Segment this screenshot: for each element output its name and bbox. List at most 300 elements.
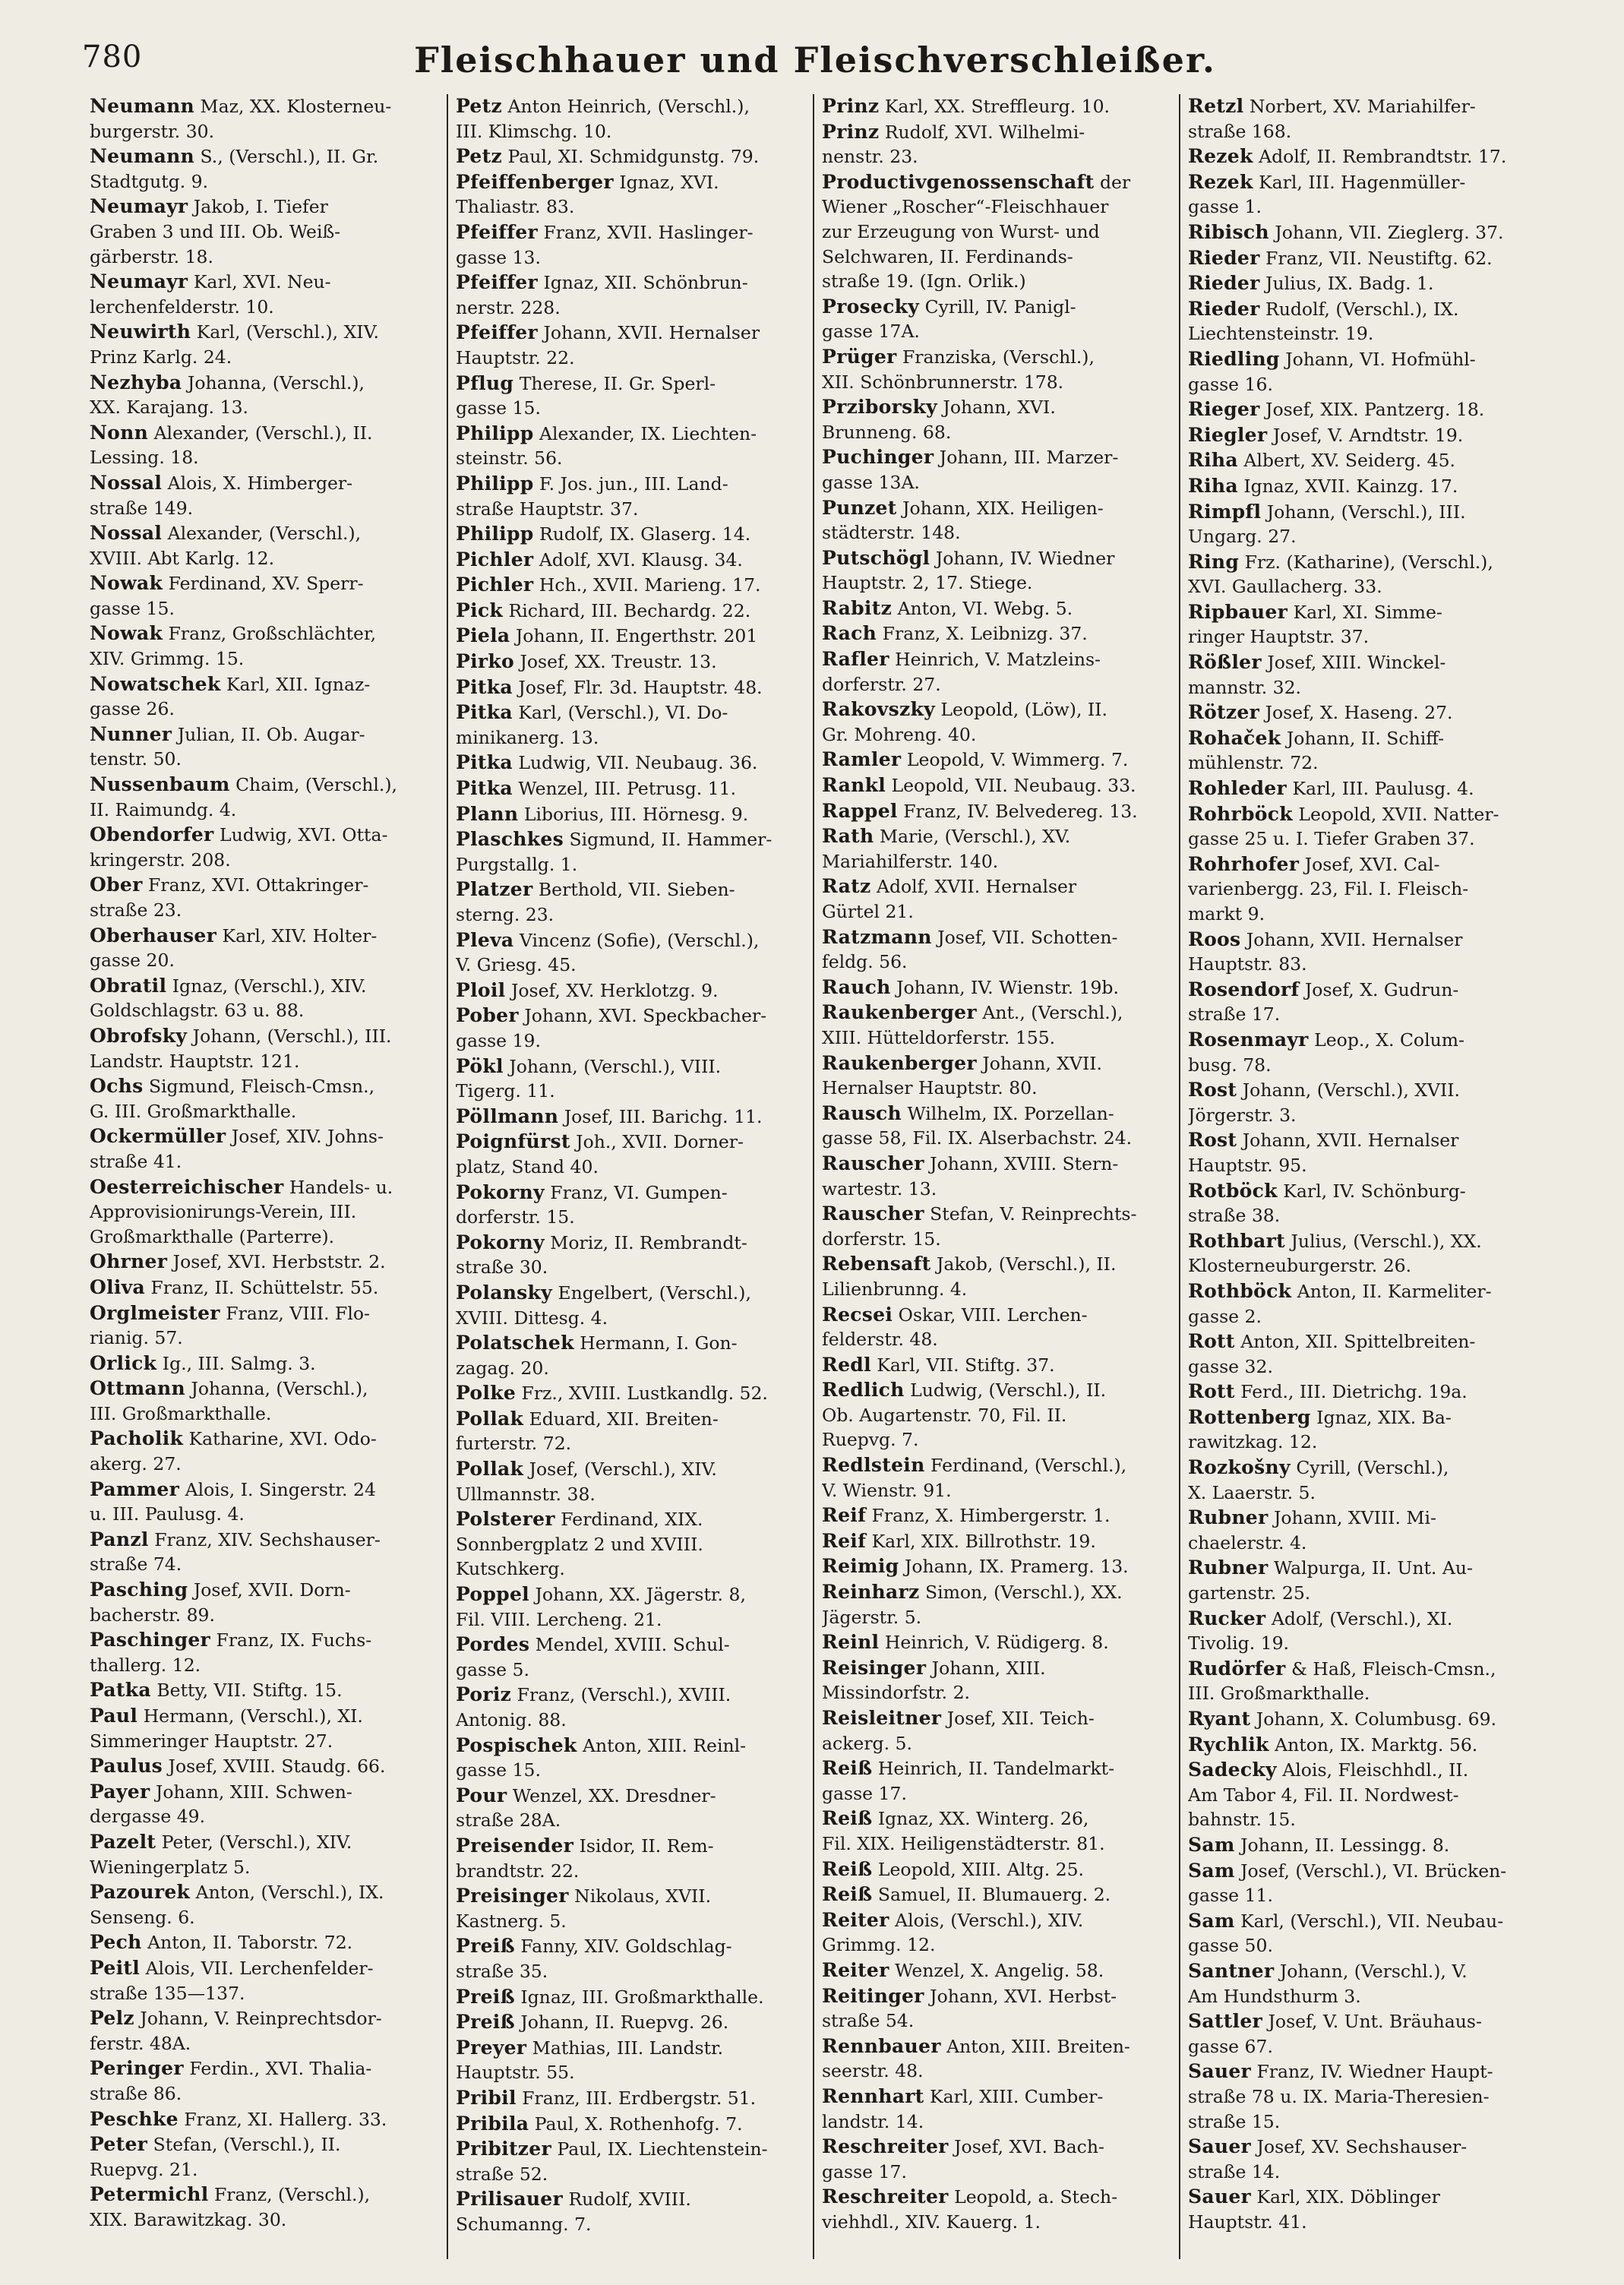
entry-first-line [90, 672, 442, 697]
directory-entry [90, 2107, 442, 2132]
entry-first-line [90, 1880, 442, 1905]
entry-details: Hauptstr. 55. [456, 2062, 575, 2084]
directory-entry [1188, 1707, 1542, 1732]
entry-details: Johann, (Verschl.), XVII. [1242, 1079, 1460, 1101]
entry-first-line [822, 445, 1174, 470]
entry-surname: Riedling [1188, 347, 1280, 370]
entry-surname: Polatschek [456, 1332, 574, 1354]
entry-continuation-line [1188, 2034, 1542, 2059]
entry-surname: Piela [456, 624, 510, 647]
entry-continuation-line [90, 948, 442, 973]
entry-details: Norbert, XV. Mariahilfer- [1249, 96, 1476, 117]
entry-surname: Pazelt [90, 1830, 156, 1853]
directory-entry [456, 2112, 808, 2137]
entry-continuation-line [90, 546, 442, 571]
entry-surname: Reif [822, 1529, 867, 1552]
entry-first-line [822, 596, 1174, 621]
entry-first-line [90, 421, 442, 446]
entry-details: gasse 20. [90, 950, 175, 972]
entry-details: Jörgerstr. 3. [1188, 1104, 1297, 1126]
entry-first-line [1188, 271, 1542, 296]
entry-details: Josef, XVIII. Staudg. 66. [168, 1756, 386, 1778]
entry-first-line [1188, 700, 1542, 725]
entry-continuation-line [822, 470, 1174, 495]
entry-details: Anton Heinrich, (Verschl.), [507, 96, 750, 117]
entry-details: straße 35. [456, 1960, 548, 1982]
entry-first-line [1188, 1657, 1542, 1682]
entry-surname: Rauscher [822, 1152, 924, 1174]
entry-details: straße 135—137. [90, 1982, 245, 2004]
entry-continuation-line [456, 446, 808, 471]
entry-details: Antonig. 88. [456, 1709, 567, 1730]
entry-details: Johann, III. Marzer- [939, 447, 1119, 469]
entry-first-line [456, 270, 808, 296]
entry-details: Heinrich, V. Matzleins- [895, 649, 1101, 671]
directory-entry [1188, 500, 1542, 549]
entry-details: Ferdinand, (Verschl.), [930, 1455, 1127, 1477]
directory-entry [90, 773, 442, 822]
entry-first-line [456, 522, 808, 547]
entry-details: Oskar, VIII. Lerchen- [898, 1304, 1088, 1326]
directory-entry [822, 1378, 1174, 1452]
entry-continuation-line [90, 395, 442, 420]
entry-continuation-line [1188, 902, 1542, 927]
entry-first-line [456, 649, 808, 675]
directory-entry [456, 649, 808, 675]
entry-first-line [456, 624, 808, 649]
entry-details: XIII. Hütteldorferstr. 155. [822, 1026, 1056, 1048]
directory-entry [90, 1301, 442, 1351]
entry-details: Julian, II. Ob. Augar- [177, 723, 365, 745]
directory-entry [1188, 1179, 1542, 1228]
entry-details: straße 28A. [456, 1809, 561, 1831]
entry-details: gasse 26. [90, 698, 175, 720]
entry-surname: Neuwirth [90, 321, 191, 343]
entry-details: Johann, VII. Zieglerg. 37. [1275, 221, 1504, 243]
entry-details: Karl, VII. Stiftg. 37. [877, 1354, 1055, 1376]
entry-surname: Rieger [1188, 398, 1260, 421]
entry-surname: Rychlik [1188, 1733, 1269, 1756]
entry-first-line [822, 170, 1174, 195]
entry-details: Joh., XVII. Dorner- [576, 1131, 744, 1153]
entry-surname: Pazourek [90, 1881, 191, 1904]
entry-surname: Rost [1188, 1079, 1237, 1101]
entry-details: Lilienbrunng. 4. [822, 1278, 968, 1300]
entry-details: XII. Schönbrunnerstr. 178. [822, 371, 1064, 393]
entry-first-line [90, 1124, 442, 1149]
directory-entry [1188, 1078, 1542, 1127]
directory-entry [822, 345, 1174, 394]
entry-details: dorferstr. 27. [822, 673, 941, 695]
directory-entry [822, 1630, 1174, 1655]
entry-details: Graben 3 und III. Ob. Weiß- [90, 220, 341, 242]
entry-continuation-line [822, 2160, 1174, 2185]
entry-surname: Pollak [456, 1458, 524, 1481]
entry-surname: Rabitz [822, 596, 893, 619]
directory-entry [456, 802, 808, 827]
directory-entry [1188, 600, 1542, 649]
entry-details: gasse 15. [456, 1759, 541, 1781]
entry-details: Kastnerg. 5. [456, 1910, 567, 1932]
entry-surname: Pospischek [456, 1734, 577, 1756]
directory-entry [1188, 94, 1542, 144]
entry-first-line [456, 675, 808, 700]
entry-first-line [456, 1784, 808, 1809]
entry-details: II. Raimundg. 4. [90, 798, 237, 820]
entry-surname: Prziborsky [822, 396, 937, 419]
entry-surname: Pitka [456, 751, 513, 774]
entry-continuation-line [90, 2031, 442, 2056]
entry-details: Johann, XIII. Schwen- [155, 1781, 352, 1803]
entry-details: wartestr. 13. [822, 1177, 937, 1199]
entry-first-line [1188, 297, 1542, 322]
entry-details: busg. 78. [1188, 1054, 1272, 1076]
entry-details: Franz, II. Schüttelstr. 55. [150, 1276, 379, 1298]
entry-details: Anton, IX. Marktg. 56. [1275, 1734, 1478, 1756]
entry-first-line [1188, 1329, 1542, 1354]
entry-continuation-line [90, 2157, 442, 2182]
entry-details: Richard, III. Bechardg. 22. [508, 599, 751, 621]
entry-details: S., (Verschl.), II. Gr. [200, 146, 379, 168]
entry-surname: Neumann [90, 145, 195, 168]
directory-entry [456, 1784, 808, 1833]
entry-details: Ludwig, XVI. Otta- [219, 824, 388, 846]
entry-first-line [1188, 170, 1542, 195]
entry-details: straße Hauptstr. 37. [456, 498, 639, 520]
directory-entry [822, 1706, 1174, 1756]
directory-entry [1188, 1128, 1542, 1177]
entry-details: Gürtel 21. [822, 901, 914, 922]
entry-details: Albert, XV. Seiderg. 45. [1243, 450, 1455, 472]
entry-surname: Pfeiffenberger [456, 170, 614, 193]
entry-details: straße 168. [1188, 120, 1292, 142]
directory-entry [1188, 1506, 1542, 1555]
entry-first-line [456, 1281, 808, 1306]
entry-details: Alois, Fleischhdl., II. [1282, 1759, 1469, 1781]
directory-entry [456, 624, 808, 649]
directory-entry [456, 776, 808, 801]
entry-surname: Reinharz [822, 1581, 920, 1604]
entry-continuation-line [90, 1402, 442, 1427]
entry-details: gasse 5. [456, 1658, 529, 1680]
directory-entry [456, 1054, 808, 1104]
directory-entry [90, 1074, 442, 1124]
entry-first-line [456, 2112, 808, 2137]
directory-entry [90, 823, 442, 872]
entry-first-line [456, 2086, 808, 2111]
entry-surname: Pitka [456, 701, 513, 724]
entry-first-line [456, 928, 808, 953]
directory-entry [822, 1101, 1174, 1151]
entry-first-line [456, 371, 808, 397]
entry-details: XVI. Gaullacherg. 33. [1188, 576, 1382, 598]
entry-continuation-line [1188, 826, 1542, 852]
directory-entry [90, 621, 442, 671]
entry-details: Thaliastr. 83. [456, 196, 575, 218]
entry-details: Adolf, II. Rembrandtstr. 17. [1259, 146, 1507, 168]
entry-details: Julius, IX. Badg. 1. [1265, 273, 1434, 295]
directory-entry [1188, 550, 1542, 599]
entry-details: Großmarkthalle (Parterre). [90, 1225, 335, 1247]
entry-first-line [1188, 94, 1542, 119]
entry-surname: Pokorny [456, 1180, 545, 1203]
directory-entry [90, 421, 442, 470]
entry-surname: Ochs [90, 1075, 144, 1098]
entry-first-line [1188, 1078, 1542, 1103]
entry-details: ackerg. 5. [822, 1732, 912, 1754]
entry-first-line [822, 1503, 1174, 1528]
entry-continuation-line [90, 119, 442, 144]
directory-entry [456, 94, 808, 144]
entry-continuation-line [456, 194, 808, 220]
entry-details: Alois, VII. Lerchenfelder- [145, 1957, 374, 1979]
entry-continuation-line [456, 2162, 808, 2187]
entry-details: gasse 17A. [822, 321, 920, 343]
directory-entry [1188, 700, 1542, 725]
entry-details: Josef, XVI. Herbststr. 2. [172, 1251, 386, 1273]
entry-first-line [90, 1351, 442, 1376]
entry-surname: Reiß [822, 1883, 873, 1906]
entry-surname: Punzet [822, 496, 897, 519]
entry-details: Hernalser Hauptstr. 80. [822, 1077, 1038, 1099]
directory-entry [456, 548, 808, 573]
directory-entry [456, 827, 808, 877]
entry-details: Johann, XX. Jägerstr. 8, [535, 1584, 746, 1606]
entry-first-line [822, 1202, 1174, 1227]
entry-first-line [456, 1834, 808, 1859]
entry-continuation-line [456, 1758, 808, 1783]
entry-continuation-line [1188, 574, 1542, 599]
entry-continuation-line [90, 1855, 442, 1880]
directory-entry [822, 1756, 1174, 1806]
entry-continuation-line [822, 420, 1174, 445]
entry-surname: Reiß [822, 1857, 873, 1880]
entry-details: nerstr. 228. [456, 296, 561, 318]
entry-details: Johann, (Verschl.), III. [1266, 501, 1466, 523]
entry-details: Ferd., III. Dietrichg. 19a. [1240, 1381, 1468, 1403]
entry-details: Alois, X. Himberger- [167, 472, 353, 494]
entry-continuation-line [90, 697, 442, 722]
entry-first-line [822, 1656, 1174, 1681]
entry-surname: Ryant [1188, 1708, 1251, 1730]
entry-surname: Reiter [822, 1908, 889, 1931]
entry-first-line [456, 802, 808, 827]
entry-first-line [822, 1101, 1174, 1127]
entry-first-line [822, 1152, 1174, 1177]
entry-first-line [1188, 500, 1542, 525]
entry-details: Simmeringer Hauptstr. 27. [90, 1730, 333, 1752]
entry-details: Stadtgutg. 9. [90, 170, 209, 192]
entry-first-line [1188, 1707, 1542, 1732]
entry-details: & Haß, Fleisch-Cmsn., [1291, 1658, 1496, 1680]
entry-details: straße 38. [1188, 1205, 1281, 1227]
entry-first-line [456, 2010, 808, 2035]
entry-first-line [90, 1427, 442, 1452]
entry-details: XVIII. Abt Karlg. 12. [90, 547, 275, 569]
entry-details: Karl, XIX. Billrothstr. 19. [871, 1530, 1096, 1552]
entry-details: Hauptstr. 41. [1188, 2211, 1307, 2233]
entry-first-line [822, 546, 1174, 571]
directory-entry [456, 1130, 808, 1179]
entry-details: Ant., (Verschl.), [982, 1002, 1123, 1024]
entry-details: Adolf, XVI. Klausg. 34. [539, 548, 743, 570]
entry-surname: Sam [1188, 1833, 1235, 1856]
entry-surname: Neumann [90, 95, 195, 117]
entry-first-line [1188, 1607, 1542, 1632]
entry-surname: Rankl [822, 774, 886, 797]
entry-surname: Reif [822, 1504, 867, 1527]
entry-details: Engelbert, (Verschl.), [558, 1282, 751, 1304]
entry-first-line [90, 2056, 442, 2081]
entry-continuation-line [456, 852, 808, 877]
entry-surname: Polsterer [456, 1508, 555, 1531]
entry-continuation-line [456, 2060, 808, 2085]
entry-details: Isidor, II. Rem- [579, 1835, 714, 1857]
entry-continuation-line [1188, 2084, 1542, 2110]
entry-first-line [456, 1734, 808, 1759]
entry-continuation-line [90, 2081, 442, 2106]
entry-surname: Rucker [1188, 1607, 1266, 1629]
entry-continuation-line [90, 245, 442, 270]
entry-continuation-line [1188, 1153, 1542, 1178]
entry-first-line [1188, 1909, 1542, 1934]
entry-surname: Petz [456, 145, 502, 168]
entry-continuation-line [90, 1452, 442, 1477]
directory-entry [90, 1175, 442, 1250]
entry-first-line [822, 94, 1174, 119]
entry-details: Karl, XI. Simme- [1293, 601, 1442, 623]
directory-entry [456, 1734, 808, 1783]
entry-details: Sigmund, II. Hammer- [569, 829, 773, 851]
entry-surname: Roos [1188, 928, 1241, 950]
entry-details: Selchwaren, II. Ferdinands- [822, 245, 1073, 267]
directory-entry [90, 1678, 442, 1703]
entry-details: Ruepvg. 7. [822, 1429, 919, 1451]
entry-details: Josef, (Verschl.), VI. Brücken- [1240, 1860, 1507, 1882]
entry-surname: Panzl [90, 1528, 149, 1550]
entry-surname: Nossal [90, 522, 163, 545]
directory-entry [822, 496, 1174, 545]
entry-details: Stefan, V. Reinprechts- [930, 1203, 1137, 1225]
entry-surname: Riha [1188, 449, 1238, 472]
entry-details: Rudolf, IX. Glaserg. 14. [539, 523, 751, 545]
entry-details: Franz, IV. Wiedner Haupt- [1256, 2061, 1493, 2083]
entry-continuation-line [822, 1427, 1174, 1452]
entry-surname: Nowak [90, 572, 163, 595]
entry-first-line [90, 1301, 442, 1326]
entry-surname: Pordes [456, 1633, 530, 1656]
entry-first-line [456, 1105, 808, 1130]
entry-surname: Payer [90, 1780, 150, 1803]
entry-continuation-line [456, 1205, 808, 1230]
directory-entry [456, 1407, 808, 1456]
entry-first-line [456, 1130, 808, 1155]
directory-entry [90, 2006, 442, 2056]
directory-entry [456, 1105, 808, 1130]
entry-details: straße 54. [822, 2010, 915, 2032]
entry-details: Johann, (Verschl.), VIII. [509, 1055, 722, 1077]
entry-details: Kutschkerg. [456, 1558, 565, 1580]
entry-details: Franz, IX. Fuchs- [216, 1629, 372, 1651]
entry-continuation-line [1188, 1631, 1542, 1656]
directory-entry [456, 573, 808, 598]
entry-continuation-line [456, 1155, 808, 1180]
entry-continuation-line [90, 1225, 442, 1250]
entry-first-line [822, 1580, 1174, 1605]
entry-details: Hauptstr. 83. [1188, 953, 1307, 975]
entry-details: Josef, (Verschl.), XIV. [529, 1459, 717, 1481]
entry-continuation-line [456, 1356, 808, 1381]
entry-first-line [822, 799, 1174, 824]
entry-first-line [1188, 802, 1542, 827]
entry-first-line [822, 1051, 1174, 1076]
entry-details: zagag. 20. [456, 1357, 549, 1379]
entry-surname: Ohrner [90, 1250, 168, 1273]
directory-entry [1188, 1556, 1542, 1605]
entry-details: Senseng. 6. [90, 1906, 195, 1928]
entry-surname: Rebensaft [822, 1253, 931, 1275]
entry-continuation-line [1188, 1807, 1542, 1832]
entry-first-line [90, 873, 442, 898]
entry-details: Josef, XVII. Dorn- [193, 1579, 351, 1601]
entry-details: Schumanng. 7. [456, 2213, 592, 2235]
entry-surname: Ploil [456, 978, 506, 1001]
directory-entry [1188, 1833, 1542, 1858]
entry-details: Karl, IV. Schönburg- [1283, 1180, 1466, 1202]
entry-details: Josef, Flr. 3d. Hauptstr. 48. [518, 676, 763, 698]
entry-details: straße 14. [1188, 2160, 1281, 2182]
entry-first-line [1188, 928, 1542, 953]
entry-continuation-line [822, 2008, 1174, 2034]
entry-continuation-line [822, 849, 1174, 874]
entry-continuation-line [90, 1729, 442, 1754]
entry-details: Anton, II. Taborstr. 72. [147, 1932, 353, 1954]
entry-continuation-line [822, 1177, 1174, 1202]
entry-details: Wiener „Roscher“-Fleischhauer [822, 196, 1109, 218]
entry-first-line [1188, 1279, 1542, 1304]
entry-continuation-line [90, 747, 442, 772]
entry-details: Therese, II. Gr. Sperl- [519, 372, 716, 394]
directory-entry [456, 422, 808, 471]
entry-details: Karl, XX. Streffleurg. 10. [884, 96, 1111, 117]
entry-details: straße 23. [90, 899, 182, 921]
directory-entry [90, 1376, 442, 1426]
entry-details: Ignaz, XX. Winterg. 26, [877, 1808, 1089, 1830]
entry-surname: Rennhart [822, 2084, 924, 2107]
entry-details: X. Laaerstr. 5. [1188, 1481, 1316, 1503]
entry-details: platz, Stand 40. [456, 1155, 599, 1177]
entry-continuation-line [90, 1603, 442, 1628]
entry-continuation-line [822, 950, 1174, 975]
entry-details: Johann, XIII. [931, 1657, 1046, 1679]
entry-continuation-line [456, 1079, 808, 1104]
directory-column-3 [814, 94, 1180, 2259]
directory-entry [90, 471, 442, 520]
entry-details: Moriz, II. Rembrandt- [550, 1231, 747, 1253]
entry-details: akerg. 27. [90, 1453, 182, 1475]
entry-first-line [90, 1528, 442, 1553]
entry-surname: Pöllmann [456, 1105, 559, 1127]
entry-surname: Peitl [90, 1956, 141, 1979]
entry-details: u. III. Paulusg. 4. [90, 1503, 245, 1525]
entry-details: Leopold, XIII. Altg. 25. [877, 1858, 1085, 1880]
entry-surname: Rosenmayr [1188, 1028, 1309, 1051]
entry-first-line [822, 1000, 1174, 1026]
entry-details: Johann, II. Schiff- [1286, 727, 1445, 749]
entry-surname: Plann [456, 802, 519, 825]
entry-continuation-line [90, 998, 442, 1023]
entry-details: Anton, (Verschl.), IX. [195, 1882, 384, 1904]
